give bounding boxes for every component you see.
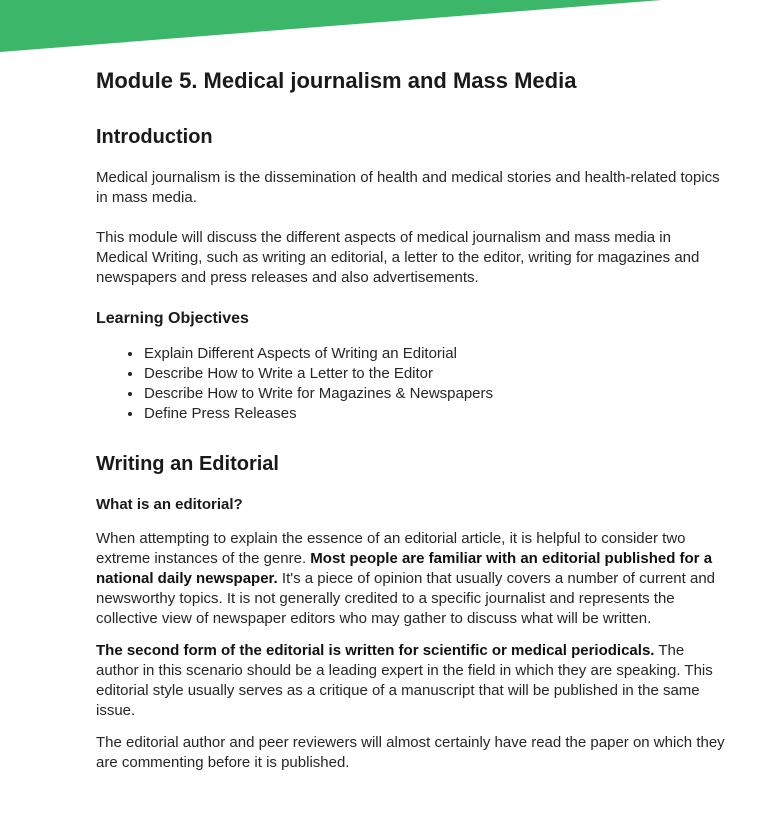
editorial-paragraph-1	[96, 529, 726, 629]
editorial-para1-bold: Most people are familiar with an editorial published for a national daily newspaper.	[96, 550, 713, 587]
editorial-paragraph-2	[96, 641, 726, 721]
editorial-para2-bold: The second form of the editorial is written for scientific or medical periodicals.	[96, 642, 655, 659]
list-item: • Describe How to Write for Magazines & Newspapers	[143, 384, 726, 404]
editorial-para2-text: The author in this scenario should be a leading expert in the field in which they are speaking. This editorial style usually serves as a critique of a manuscript that will be published in the same issue.	[96, 642, 713, 719]
introduction-paragraph-2: This module will discuss the different aspects of medical journalism and mass media in Medical Writing, such as writing an editorial, a letter to the editor, writing for magazines and newspapers and press releases and also advertisements.	[96, 229, 700, 286]
what-is-editorial-heading: What is an editorial?	[96, 496, 243, 513]
list-item: • Explain Different Aspects of Writing an Editorial	[143, 344, 726, 364]
writing-editorial-heading: Writing an Editorial	[96, 453, 279, 475]
document-body	[96, 66, 726, 773]
module-title: Module 5. Medical journalism and Mass Media	[96, 68, 577, 93]
list-item: • Describe How to Write a Letter to the Editor	[143, 364, 726, 384]
editorial-para1-text-b: It's a piece of opinion that usually covers a number of current and newsworthy topics. It is not generally credited to a specific journalist and represents the collective view of newspaper editors who may gather to discuss what will be written.	[96, 570, 716, 627]
introduction-heading: Introduction	[96, 126, 213, 148]
editorial-paragraph-3: The editorial author and peer reviewers will almost certainly have read the paper on which they are commenting before it is published.	[96, 734, 725, 771]
list-item: • Define Press Releases	[143, 404, 726, 424]
editorial-para1-text-a: When attempting to explain the essence of an editorial article, it is helpful to consider two extreme instances of the genre.	[96, 530, 686, 567]
learning-objectives-heading: Learning Objectives	[96, 310, 249, 327]
introduction-paragraph-1: Medical journalism is the dissemination of health and medical stories and health-related topics in mass media.	[96, 169, 720, 206]
learning-objectives-list	[96, 344, 726, 424]
banner-shape	[0, 0, 662, 52]
green-banner-decoration	[0, 0, 780, 60]
